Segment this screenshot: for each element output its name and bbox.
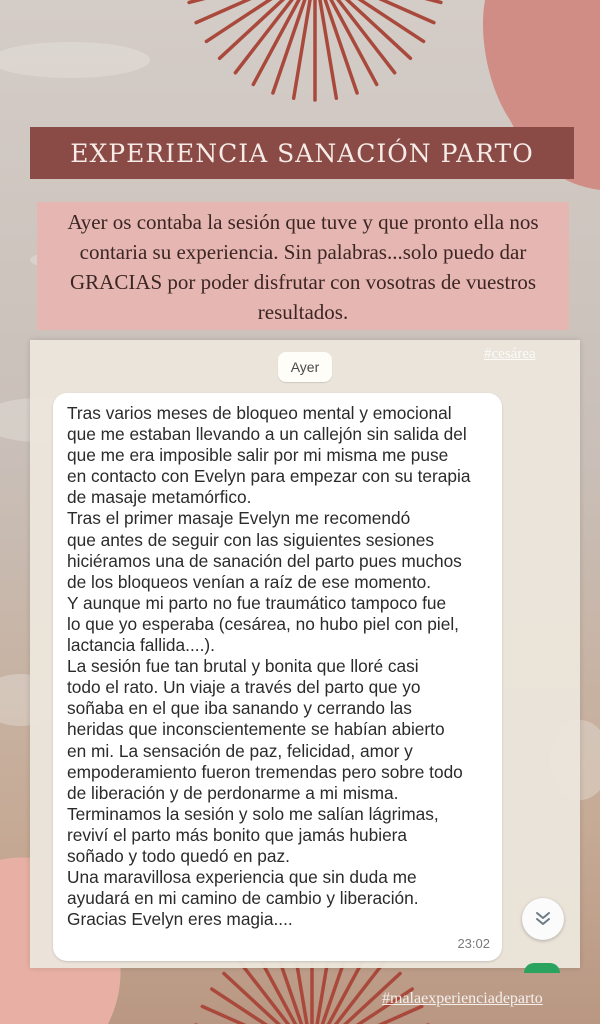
scroll-down-button[interactable] bbox=[522, 898, 564, 940]
hashtag-malaexperienciadeparto[interactable]: #malaexperienciadeparto bbox=[382, 990, 543, 1007]
message-line: soñaba en el que iba sanando y cerrando las bbox=[67, 698, 412, 719]
message-line: reviví el parto más bonito que jamás hubiera bbox=[67, 824, 408, 845]
message-line: todo el rato. Un viaje a través del parto que yo bbox=[67, 677, 421, 698]
message-line: que antes de seguir con las siguientes sesiones bbox=[67, 529, 434, 550]
message-timestamp: 23:02 bbox=[457, 936, 490, 951]
message-line: soñado y todo quedó en paz. bbox=[67, 845, 290, 866]
hashtag-cesarea[interactable]: #cesárea bbox=[484, 346, 536, 362]
message-line: ayudará en mi camino de cambio y liberación. bbox=[67, 888, 419, 909]
message-line: que me estaban llevando a un callejón sin salida del bbox=[67, 424, 467, 445]
fab-button-partial[interactable] bbox=[524, 963, 560, 973]
message-line: Gracias Evelyn eres magia.... bbox=[67, 909, 293, 930]
message-line: Tras varios meses de bloqueo mental y emocional bbox=[67, 403, 452, 423]
message-line: de liberación y de perdonarme a mi misma. bbox=[67, 782, 399, 803]
message-line: lactancia fallida....). bbox=[67, 635, 215, 656]
message-line: La sesión fue tan brutal y bonita que lloré casi bbox=[67, 656, 419, 677]
intro-text: Ayer os contaba la sesión que tuve y que pronto ella nos contaria su experiencia. Sin palabras...solo puedo dar GRACIAS por poder disfrutar con vosotras de vuestros resultados. bbox=[37, 202, 569, 330]
message-line: en mi. La sensación de paz, felicidad, amor y bbox=[67, 740, 413, 761]
double-chevron-down-icon bbox=[534, 910, 552, 928]
message-line: Terminamos la sesión y solo me salían lágrimas, bbox=[67, 803, 439, 824]
message-line: heridas que inconscientemente se habían abierto bbox=[67, 719, 445, 740]
chat-message-bubble bbox=[53, 393, 502, 961]
message-line: Una maravillosa experiencia que sin duda me bbox=[67, 867, 417, 888]
message-line: que me era imposible salir por mi misma me puse bbox=[67, 445, 449, 466]
message-line: en contacto con Evelyn para empezar con su terapia bbox=[67, 466, 471, 487]
message-line: empoderamiento fueron tremendas pero sobre todo bbox=[67, 761, 463, 782]
page-title: EXPERIENCIA SANACIÓN PARTO bbox=[30, 127, 574, 179]
message-line: Y aunque mi parto no fue traumático tampoco fue bbox=[67, 592, 447, 613]
date-chip: Ayer bbox=[278, 352, 332, 382]
message-line: Tras el primer masaje Evelyn me recomendó bbox=[67, 508, 411, 529]
message-line: hiciéramos una de sanación del parto pues muchos bbox=[67, 550, 462, 571]
message-text bbox=[67, 403, 490, 930]
message-line: de masaje metamórfico. bbox=[67, 487, 252, 508]
message-line: lo que yo esperaba (cesárea, no hubo piel con piel, bbox=[67, 613, 459, 634]
message-line: de los bloqueos venían a raíz de ese momento. bbox=[67, 571, 432, 592]
